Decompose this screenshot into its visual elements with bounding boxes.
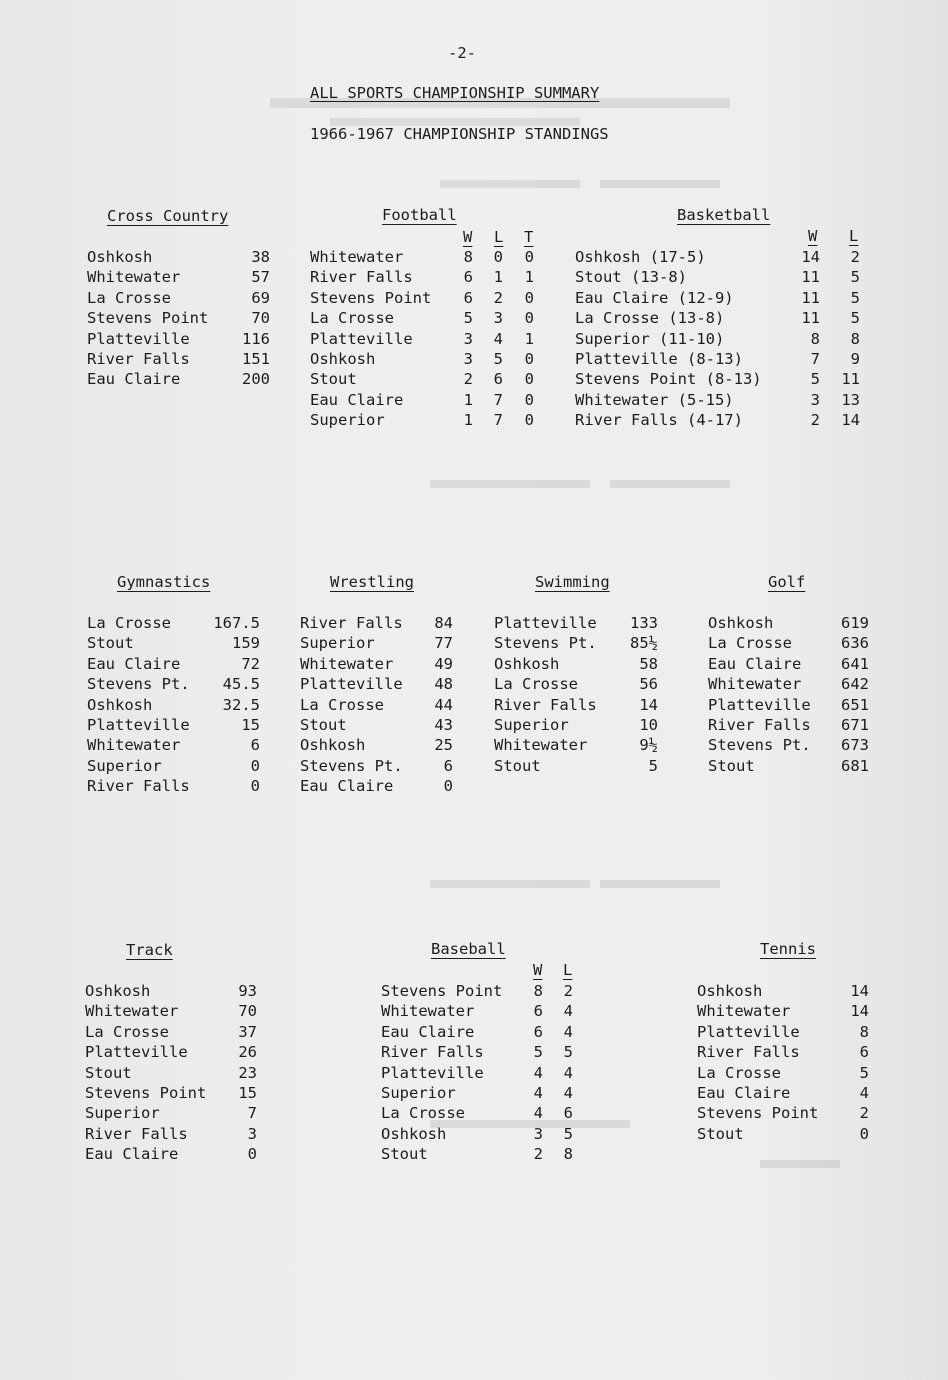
- football-t: 0: [524, 248, 534, 266]
- gymnastics-team: Whitewater: [87, 736, 181, 755]
- tennis-score: 8: [859, 1022, 869, 1041]
- basketball-team: Whitewater (5-15): [575, 390, 734, 409]
- baseball-col-l: L: [563, 961, 573, 979]
- baseball-l: 4: [563, 1063, 573, 1082]
- baseball-w: 8: [533, 982, 543, 1000]
- basketball-w: 2: [810, 411, 820, 430]
- gymnastics-team: La Crosse: [87, 614, 171, 632]
- football-team: River Falls: [310, 268, 413, 287]
- wrestling-team: La Crosse: [300, 695, 384, 714]
- football-t: 0: [524, 370, 534, 389]
- gymnastics-team: Oshkosh: [87, 695, 153, 714]
- gymnastics-score: 32.5: [222, 695, 260, 714]
- football-w: 3: [463, 329, 473, 348]
- baseball-w: 2: [533, 1145, 543, 1164]
- tennis-team: Oshkosh: [697, 982, 763, 1000]
- page-title: ALL SPORTS CHAMPIONSHIP SUMMARY: [310, 84, 600, 102]
- basketball-l: 14: [841, 411, 860, 430]
- football-l: 4: [493, 329, 503, 348]
- football-l: 1: [493, 268, 503, 287]
- baseball-w: 6: [533, 1022, 543, 1041]
- baseball-heading: Baseball: [431, 940, 506, 958]
- wrestling-score: 25: [434, 736, 453, 755]
- swimming-score: 5: [648, 756, 658, 775]
- basketball-l: 13: [841, 390, 860, 409]
- baseball-l: 4: [563, 1022, 573, 1041]
- gymnastics-team: Superior: [87, 756, 162, 775]
- cross-country-score: 200: [242, 370, 270, 389]
- gymnastics-score: 45.5: [222, 675, 260, 694]
- basketball-w: 8: [810, 329, 820, 348]
- track-team: Platteville: [85, 1043, 188, 1062]
- football-w: 3: [463, 350, 473, 368]
- basketball-w: 11: [801, 309, 820, 328]
- wrestling-score: 48: [434, 675, 453, 694]
- baseball-col-w: W: [533, 961, 543, 979]
- golf-team: River Falls: [708, 716, 811, 734]
- cross-country-score: 69: [251, 288, 270, 307]
- golf-team: Stevens Pt.: [708, 736, 811, 755]
- track-score: 15: [238, 1084, 257, 1102]
- basketball-team: River Falls (4-17): [575, 411, 743, 430]
- basketball-l: 11: [841, 370, 860, 389]
- gymnastics-team: Stevens Pt.: [87, 675, 190, 694]
- tennis-score: 0: [859, 1124, 869, 1143]
- football-t: 0: [524, 411, 534, 430]
- basketball-heading: Basketball: [677, 206, 771, 224]
- golf-score: 641: [841, 654, 869, 673]
- basketball-col-w: W: [808, 227, 818, 245]
- cross-country-team: Oshkosh: [87, 248, 153, 266]
- gymnastics-score: 0: [250, 777, 260, 796]
- golf-score: 673: [841, 736, 869, 755]
- golf-team: Eau Claire: [708, 654, 802, 673]
- basketball-team: Stevens Point (8-13): [575, 370, 762, 389]
- golf-score: 619: [841, 614, 869, 632]
- baseball-l: 8: [563, 1145, 573, 1164]
- golf-team: Whitewater: [708, 675, 802, 694]
- swimming-team: River Falls: [494, 695, 597, 714]
- cross-country-team: La Crosse: [87, 288, 171, 307]
- baseball-w: 4: [533, 1104, 543, 1123]
- golf-score: 651: [841, 695, 869, 714]
- tennis-heading: Tennis: [760, 940, 816, 958]
- swimming-team: Whitewater: [494, 736, 588, 755]
- track-score: 23: [238, 1063, 257, 1082]
- golf-score: 636: [841, 634, 869, 653]
- baseball-l: 5: [563, 1043, 573, 1062]
- football-heading: Football: [382, 206, 457, 224]
- baseball-w: 5: [533, 1043, 543, 1062]
- basketball-w: 11: [801, 288, 820, 307]
- golf-score: 642: [841, 675, 869, 694]
- football-l: 0: [493, 248, 503, 266]
- football-l: 7: [493, 390, 503, 409]
- basketball-w: 14: [801, 248, 820, 266]
- gymnastics-team: Stout: [87, 634, 134, 653]
- football-w: 5: [463, 309, 473, 328]
- tennis-score: 4: [859, 1084, 869, 1102]
- football-team: Eau Claire: [310, 390, 404, 409]
- golf-score: 671: [841, 716, 869, 734]
- football-l: 2: [493, 288, 503, 307]
- football-l: 3: [493, 309, 503, 328]
- football-team: Oshkosh: [310, 350, 376, 368]
- football-l: 6: [493, 370, 503, 389]
- tennis-team: Stout: [697, 1124, 744, 1143]
- swimming-score: 133: [630, 614, 658, 632]
- football-l: 5: [493, 350, 503, 368]
- swimming-team: Stevens Pt.: [494, 634, 597, 653]
- basketball-team: Superior (11-10): [575, 329, 725, 348]
- track-team: Stevens Point: [85, 1084, 207, 1102]
- football-team: Whitewater: [310, 248, 404, 266]
- football-col-t: T: [524, 228, 534, 246]
- track-team: Eau Claire: [85, 1145, 179, 1164]
- baseball-team: River Falls: [381, 1043, 484, 1062]
- football-t: 0: [524, 309, 534, 328]
- wrestling-score: 49: [434, 654, 453, 673]
- page-number: -2-: [448, 44, 476, 62]
- wrestling-team: Stevens Pt.: [300, 756, 403, 775]
- track-score: 7: [247, 1104, 257, 1123]
- golf-team: Oshkosh: [708, 614, 774, 632]
- track-team: Oshkosh: [85, 982, 151, 1000]
- cross-country-score: 151: [242, 350, 270, 368]
- wrestling-heading: Wrestling: [330, 573, 414, 591]
- tennis-team: Platteville: [697, 1022, 800, 1041]
- baseball-l: 5: [563, 1124, 573, 1143]
- wrestling-score: 44: [434, 695, 453, 714]
- basketball-w: 5: [810, 370, 820, 389]
- track-score: 93: [238, 982, 257, 1000]
- baseball-team: Whitewater: [381, 1002, 475, 1021]
- swimming-team: Superior: [494, 716, 569, 734]
- baseball-l: 4: [563, 1002, 573, 1021]
- football-t: 0: [524, 390, 534, 409]
- gymnastics-score: 15: [241, 716, 260, 734]
- gymnastics-score: 0: [250, 756, 260, 775]
- football-t: 1: [524, 268, 534, 287]
- cross-country-team: Whitewater: [87, 268, 181, 287]
- baseball-team: Platteville: [381, 1063, 484, 1082]
- gymnastics-score: 167.5: [213, 614, 260, 632]
- football-col-l: L: [494, 228, 504, 246]
- cross-country-team: River Falls: [87, 350, 190, 368]
- track-score: 0: [247, 1145, 257, 1164]
- track-team: Stout: [85, 1063, 132, 1082]
- swimming-score: 9½: [639, 736, 658, 755]
- football-w: 8: [463, 248, 473, 266]
- baseball-team: La Crosse: [381, 1104, 465, 1123]
- golf-team: Platteville: [708, 695, 811, 714]
- swimming-team: Oshkosh: [494, 654, 560, 673]
- basketball-l: 5: [850, 268, 860, 287]
- basketball-w: 7: [810, 350, 820, 368]
- basketball-l: 5: [850, 309, 860, 328]
- track-score: 3: [247, 1124, 257, 1143]
- basketball-w: 11: [801, 268, 820, 287]
- football-w: 6: [463, 288, 473, 307]
- wrestling-score: 43: [434, 716, 453, 734]
- football-t: 0: [524, 288, 534, 307]
- page-subtitle: 1966-1967 CHAMPIONSHIP STANDINGS: [310, 125, 609, 143]
- basketball-team: Platteville (8-13): [575, 350, 743, 368]
- track-heading: Track: [126, 941, 173, 959]
- football-t: 1: [524, 329, 534, 348]
- basketball-l: 2: [850, 248, 860, 266]
- football-team: Platteville: [310, 329, 413, 348]
- baseball-w: 3: [533, 1124, 543, 1143]
- wrestling-score: 84: [434, 614, 453, 632]
- basketball-team: Stout (13-8): [575, 268, 687, 287]
- football-w: 2: [463, 370, 473, 389]
- track-team: Whitewater: [85, 1002, 179, 1021]
- baseball-team: Oshkosh: [381, 1124, 447, 1143]
- swimming-score: 56: [639, 675, 658, 694]
- football-w: 1: [463, 390, 473, 409]
- tennis-team: La Crosse: [697, 1063, 781, 1082]
- swimming-score: 58: [639, 654, 658, 673]
- football-team: La Crosse: [310, 309, 394, 328]
- cross-country-score: 116: [242, 329, 270, 348]
- track-team: La Crosse: [85, 1022, 169, 1041]
- basketball-w: 3: [810, 390, 820, 409]
- swimming-team: Stout: [494, 756, 541, 775]
- wrestling-team: Superior: [300, 634, 375, 653]
- swimming-team: Platteville: [494, 614, 597, 632]
- tennis-team: Whitewater: [697, 1002, 791, 1021]
- cross-country-team: Eau Claire: [87, 370, 181, 389]
- cross-country-heading: Cross Country: [107, 207, 229, 225]
- gymnastics-team: River Falls: [87, 777, 190, 796]
- wrestling-score: 0: [443, 777, 453, 796]
- swimming-score: 10: [639, 716, 658, 734]
- wrestling-team: Platteville: [300, 675, 403, 694]
- basketball-l: 5: [850, 288, 860, 307]
- swimming-heading: Swimming: [535, 573, 610, 591]
- football-col-w: W: [463, 228, 473, 246]
- wrestling-score: 6: [443, 756, 453, 775]
- tennis-score: 6: [859, 1043, 869, 1062]
- basketball-l: 9: [850, 350, 860, 368]
- basketball-col-l: L: [849, 227, 859, 245]
- cross-country-team: Platteville: [87, 329, 190, 348]
- tennis-team: Eau Claire: [697, 1084, 791, 1102]
- wrestling-team: Stout: [300, 716, 347, 734]
- tennis-score: 2: [859, 1104, 869, 1123]
- baseball-w: 4: [533, 1063, 543, 1082]
- baseball-team: Eau Claire: [381, 1022, 475, 1041]
- gymnastics-score: 6: [250, 736, 260, 755]
- tennis-team: River Falls: [697, 1043, 800, 1062]
- basketball-l: 8: [850, 329, 860, 348]
- football-w: 6: [463, 268, 473, 287]
- gymnastics-score: 72: [241, 654, 260, 673]
- track-score: 37: [238, 1022, 257, 1041]
- basketball-team: La Crosse (13-8): [575, 309, 725, 328]
- baseball-l: 2: [563, 982, 573, 1000]
- golf-score: 681: [841, 756, 869, 775]
- baseball-l: 4: [563, 1084, 573, 1102]
- track-score: 26: [238, 1043, 257, 1062]
- cross-country-score: 38: [251, 248, 270, 266]
- gymnastics-score: 159: [232, 634, 260, 653]
- basketball-team: Eau Claire (12-9): [575, 288, 734, 307]
- tennis-score: 14: [850, 1002, 869, 1021]
- swimming-score: 85½: [630, 634, 658, 653]
- swimming-score: 14: [639, 695, 658, 714]
- football-w: 1: [463, 411, 473, 430]
- wrestling-team: Oshkosh: [300, 736, 366, 755]
- track-score: 70: [238, 1002, 257, 1021]
- baseball-w: 4: [533, 1084, 543, 1102]
- wrestling-team: Eau Claire: [300, 777, 394, 796]
- football-team: Stout: [310, 370, 357, 389]
- gymnastics-team: Eau Claire: [87, 654, 181, 673]
- football-team: Stevens Point: [310, 288, 432, 307]
- baseball-w: 6: [533, 1002, 543, 1021]
- gymnastics-heading: Gymnastics: [117, 573, 211, 591]
- tennis-score: 14: [850, 982, 869, 1000]
- tennis-score: 5: [859, 1063, 869, 1082]
- baseball-team: Stout: [381, 1145, 428, 1164]
- wrestling-team: River Falls: [300, 614, 403, 632]
- baseball-team: Stevens Point: [381, 982, 503, 1000]
- tennis-team: Stevens Point: [697, 1104, 819, 1123]
- cross-country-score: 70: [251, 309, 270, 328]
- wrestling-team: Whitewater: [300, 654, 394, 673]
- golf-team: La Crosse: [708, 634, 792, 653]
- basketball-team: Oshkosh (17-5): [575, 248, 706, 266]
- wrestling-score: 77: [434, 634, 453, 653]
- football-l: 7: [493, 411, 503, 430]
- baseball-team: Superior: [381, 1084, 456, 1102]
- golf-team: Stout: [708, 756, 755, 775]
- track-team: River Falls: [85, 1124, 188, 1143]
- gymnastics-team: Platteville: [87, 716, 190, 734]
- cross-country-team: Stevens Point: [87, 309, 209, 328]
- baseball-l: 6: [563, 1104, 573, 1123]
- football-team: Superior: [310, 411, 385, 430]
- golf-heading: Golf: [768, 573, 806, 591]
- football-t: 0: [524, 350, 534, 368]
- track-team: Superior: [85, 1104, 160, 1123]
- swimming-team: La Crosse: [494, 675, 578, 694]
- cross-country-score: 57: [251, 268, 270, 287]
